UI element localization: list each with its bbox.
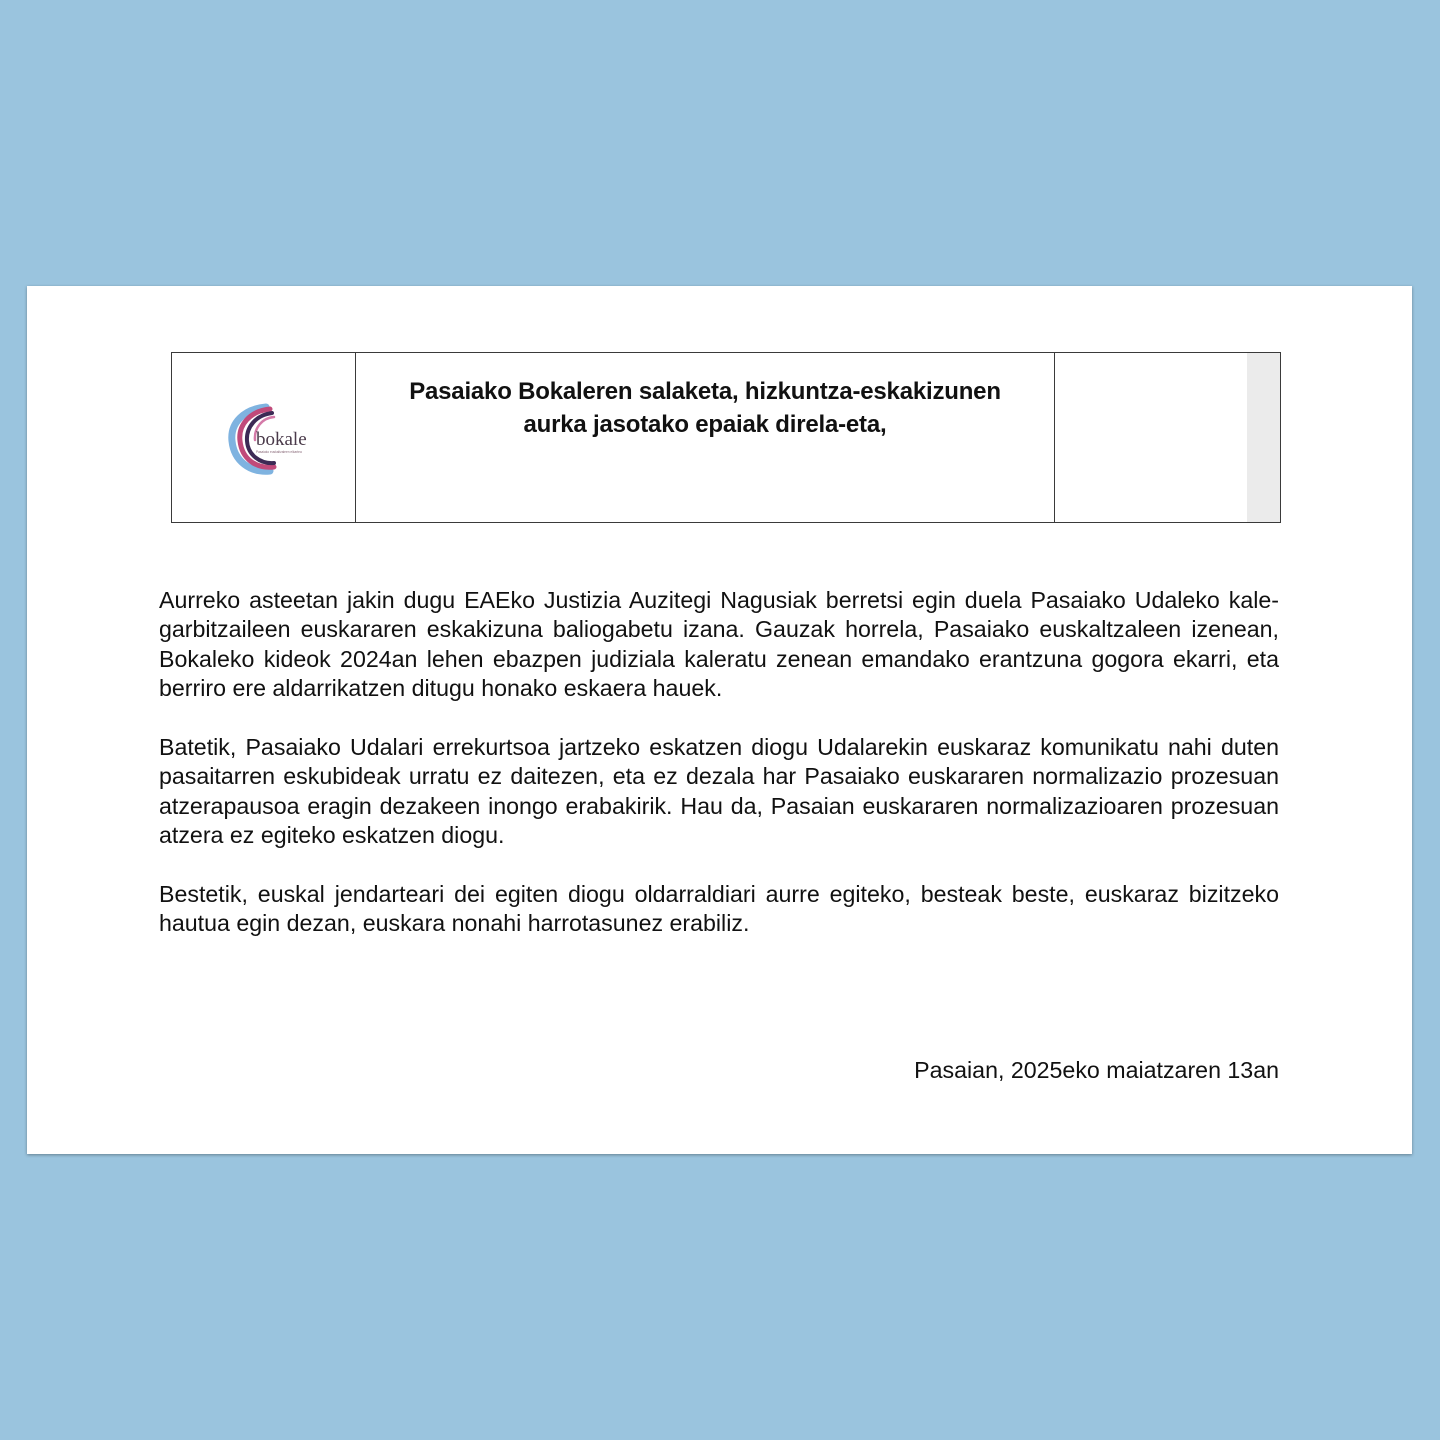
shaded-column [1247,353,1280,522]
title-line-2: aurka jasotako epaiak direla-eta, [523,411,887,438]
title-line-1: Pasaiako Bokaleren salaketa, hizkuntza-eskakizunen [409,378,1001,405]
paragraph-1: Aurreko asteetan jakin dugu EAEko Justizia Auzitegi Nagusiak berretsi egin duela Pasaiako Udaleko kale-garbitzaileen euskararen eskakizuna baliogabetu izana. Gauzak horrela, Pasaiako euskaltzaleen izenean, Bokaleko kideok 2024an lehen ebazpen judiziala kaleratu zenean emandako erantzuna gogora ekarri, eta berriro ere aldarrikatzen ditugu honako eskaera hauek. [159,587,1279,702]
logo-cell [172,353,356,522]
bokale-logo-icon [226,403,322,477]
header-table [171,352,1281,523]
logo-subtitle: Pasaiako euskaltzaleen elkartea [256,450,302,454]
title-cell [356,353,1055,522]
paragraph-3: Bestetik, euskal jendarteari dei egiten diogu oldarraldiari aurre egiteko, besteak beste, euskaraz bizitzeko hautua egin dezan, euskara nonahi harrotasunez erabiliz. [159,881,1279,937]
paragraph-2: Batetik, Pasaiako Udalari errekurtsoa jartzeko eskatzen diogu Udalarekin euskaraz komunikatu nahi duten pasaitarren eskubideak urratu ez daitezen, eta ez dezala har Pasaiako euskararen normalizazio prozesuan atzerapausoa eragin dezakeen inongo erabakirik. Hau da, Pasaian euskararen normalizazioaren prozesuan atzera ez egiteko eskatzen diogu. [159,734,1279,849]
document-page [27,286,1412,1154]
document-title [356,375,1054,441]
logo-text: bokale [256,429,307,450]
empty-cell [1055,353,1280,522]
signature-date: Pasaian, 2025eko maiatzaren 13an [914,1057,1279,1083]
